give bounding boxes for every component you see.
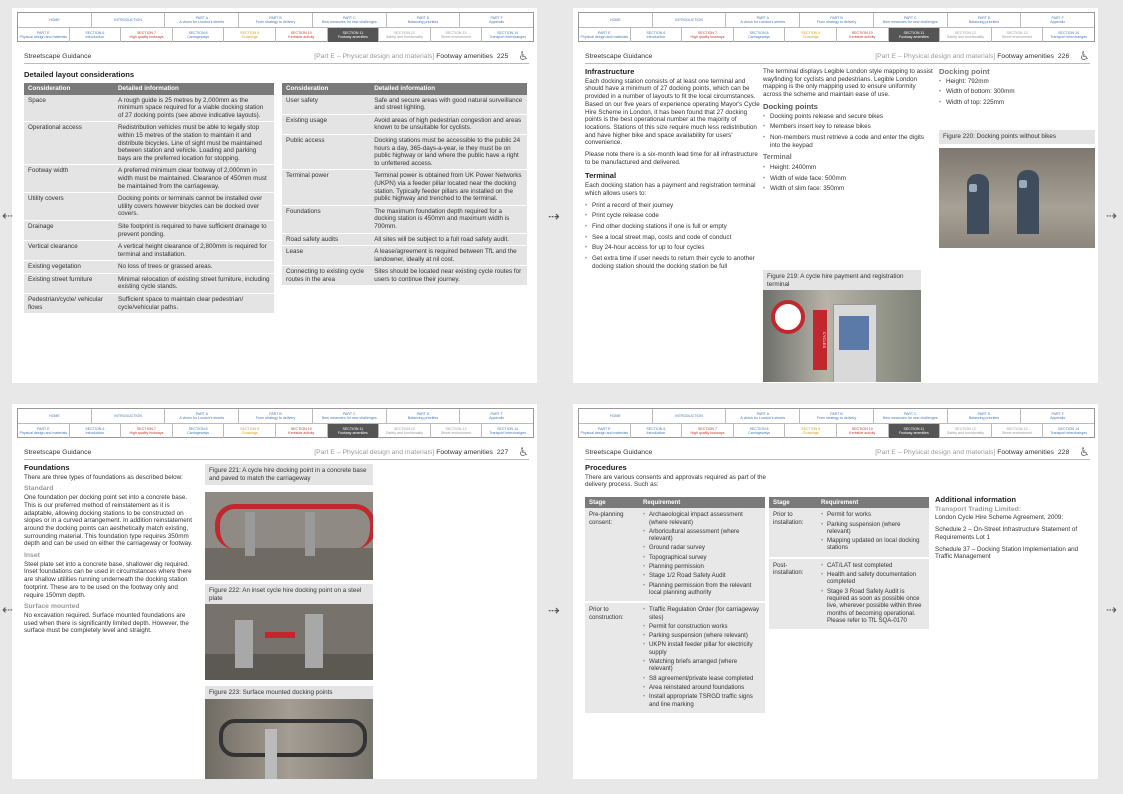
nav-tab[interactable]: PART B From strategy to delivery bbox=[239, 13, 313, 27]
table-row bbox=[24, 220, 274, 240]
nav-tab[interactable]: SECTION 6 Introduction bbox=[70, 424, 122, 438]
nav-tab[interactable]: PART D Balancing priorities bbox=[948, 13, 1022, 27]
nav-tab[interactable]: INTRODUCTION bbox=[92, 13, 166, 27]
figure-220-caption: Figure 220: Docking points without bikes bbox=[939, 130, 1095, 144]
list-item: • S8 agreement/private lease completed bbox=[643, 675, 761, 682]
info-cell: Safe and secure areas with good natural surveillance and street lighting. bbox=[370, 95, 527, 115]
list-item: • Width of slim face: 350mm bbox=[763, 185, 933, 193]
consideration-cell: Road safety audits bbox=[282, 233, 370, 246]
additional-info-title: Additional information bbox=[935, 495, 1016, 504]
foundations-column bbox=[24, 464, 199, 639]
additional-info-line: Schedule 37 – Docking Station Implementation and Traffic Management bbox=[935, 545, 1079, 561]
table-row bbox=[24, 193, 274, 221]
list-item: • Width of wide face: 500mm bbox=[763, 175, 933, 183]
middle-column bbox=[763, 68, 933, 196]
page-header bbox=[585, 445, 1090, 460]
consideration-cell: Public access bbox=[282, 134, 370, 169]
page-number: 227 bbox=[496, 448, 509, 456]
consideration-cell: Pedestrian/cycle/ vehicular flows bbox=[24, 294, 114, 314]
table-header: Detailed information bbox=[370, 83, 527, 95]
section-nav bbox=[578, 12, 1095, 42]
requirement-cell bbox=[817, 558, 929, 630]
surface-mounted-title: Surface mounted bbox=[24, 603, 80, 611]
info-cell: The maximum foundation depth required for a docking station is 450mm and maximum width is 700mm. bbox=[370, 205, 527, 233]
list-item: • Width of bottom: 300mm bbox=[939, 88, 1089, 96]
list-item: • Archaeological impact assessment (where relevant) bbox=[643, 511, 761, 526]
consideration-cell: Terminal power bbox=[282, 170, 370, 205]
list-item: • Get extra time if user needs to return their cycle to another docking station should the docking station be full bbox=[585, 255, 760, 270]
page-225 bbox=[12, 8, 537, 383]
terminal-title: Terminal bbox=[585, 171, 617, 181]
list-item: • Topographical survey bbox=[643, 554, 761, 561]
nav-tab[interactable]: SECTION 13 Street environment bbox=[431, 424, 483, 438]
list-item: • Print cycle release code bbox=[585, 212, 760, 220]
section-nav bbox=[17, 408, 534, 438]
consideration-cell: Utility covers bbox=[24, 193, 114, 221]
procedures-table-right bbox=[769, 497, 929, 631]
nav-tab[interactable]: PART C New measures for new challenges bbox=[313, 409, 387, 423]
nav-tab[interactable]: SECTION 11 Footway amenities bbox=[328, 28, 380, 42]
nav-tab[interactable]: SECTION 10 Kerbside activity bbox=[837, 424, 889, 438]
page-228 bbox=[573, 404, 1098, 779]
procedures-title: Procedures bbox=[585, 463, 627, 472]
info-cell: Docking points or terminals cannot be installed over utility covers however bicycles can be docked over covers. bbox=[114, 193, 274, 221]
list-item: • Docking points release and secure bikes bbox=[763, 113, 933, 121]
infrastructure-title: Infrastructure bbox=[585, 67, 635, 76]
list-item: • Stage 1/2 Road Safety Audit bbox=[643, 572, 761, 579]
info-cell: Redistribution vehicles must be able to legally stop within 15 metres of the station to maintain it and distribute bicycles. Line of sight must be maintained between station and vehicle. Loading and parking bays are the preferred location for stopping. bbox=[114, 122, 274, 165]
list-item: • Find other docking stations if one is full or empty bbox=[585, 223, 760, 231]
consideration-cell: Space bbox=[24, 95, 114, 122]
table-header: Requirement bbox=[817, 497, 929, 508]
nav-tab[interactable]: SECTION 9 Crossings bbox=[785, 28, 837, 42]
table-row bbox=[24, 95, 274, 122]
infrastructure-text: Each docking station consists of at least one terminal and should have a minimum of 27 docking points, which can be provided in a number of layouts to fit the local circumstances. Based on our five years of experience operating Mayor's Cycle Hire Scheme in London, it has been found that 27 docking points is the best operational number at the majority of locations. Stations of this size require much less redistribution and have higher bike and space availability for users' convenience. bbox=[585, 77, 760, 147]
table-row bbox=[282, 205, 527, 233]
figure-222-photo bbox=[205, 604, 373, 680]
procedures-intro: There are various consents and approvals required as part of the delivery process. Such as: bbox=[585, 473, 766, 489]
nav-tab[interactable]: PART C New measures for new challenges bbox=[874, 409, 948, 423]
figure-221-photo bbox=[205, 492, 373, 580]
list-item: • Health and safety documentation completed bbox=[821, 571, 925, 586]
table-row bbox=[24, 273, 274, 293]
prev-page-arrow-icon[interactable]: ⇠ bbox=[2, 602, 13, 617]
nav-tab[interactable]: HOME bbox=[18, 409, 92, 423]
consideration-cell: Foundations bbox=[282, 205, 370, 233]
list-item: • Watching briefs arranged (where relevant) bbox=[643, 658, 761, 673]
info-cell: Sites should be located near existing cycle routes for users to continue their journey. bbox=[370, 266, 527, 286]
nav-tab[interactable]: SECTION 10 Kerbside activity bbox=[276, 28, 328, 42]
guide-title: Streetscape Guidance bbox=[585, 448, 653, 456]
pedestrian-icon[interactable]: ♿︎ bbox=[518, 49, 529, 63]
additional-info-lines bbox=[935, 514, 1093, 561]
page-number: 225 bbox=[496, 52, 509, 60]
nav-tab[interactable]: SECTION 8 Carriageways bbox=[173, 424, 225, 438]
table-row bbox=[24, 261, 274, 274]
nav-tab[interactable]: SECTION 6 Introduction bbox=[70, 28, 122, 42]
info-cell: Sufficient space to maintain clear pedestrian/ cycle/vehicular paths. bbox=[114, 294, 274, 314]
info-cell: Terminal power is obtained from UK Power Networks (UKPN) via a feeder pillar located near the docking station. Typically feeder pillars are installed on the public highway and trenched to the terminal. bbox=[370, 170, 527, 205]
nav-tab[interactable]: PART E Physical design and materials bbox=[18, 28, 70, 42]
info-cell: A preferred minimum clear footway of 2,000mm in width must be maintained. Clearance of 450mm must be maintained from the carriageway. bbox=[114, 165, 274, 193]
table-row bbox=[282, 134, 527, 169]
nav-tab[interactable]: PART D Balancing priorities bbox=[387, 409, 461, 423]
nav-tab[interactable]: SECTION 13 Street environment bbox=[431, 28, 483, 42]
figure-219-photo bbox=[763, 290, 921, 382]
terminal-list bbox=[585, 202, 760, 271]
nav-tab[interactable]: HOME bbox=[579, 409, 653, 423]
procedures-intro-block bbox=[585, 464, 785, 493]
nav-tab[interactable]: PART B From strategy to delivery bbox=[800, 409, 874, 423]
cycles-sign: CYCLES bbox=[813, 310, 827, 370]
nav-tab[interactable]: SECTION 7 High quality footways bbox=[682, 28, 734, 42]
section-label: [Part E – Physical design and materials] Footway amenities bbox=[875, 52, 1054, 60]
consideration-cell: Existing street furniture bbox=[24, 273, 114, 293]
list-item: • Install appropriate TSRGD traffic signs and line marking bbox=[643, 693, 761, 708]
list-item: • Print a record of their journey bbox=[585, 202, 760, 210]
nav-tab[interactable]: PART F Appendix bbox=[1050, 412, 1066, 420]
section-label: [Part E – Physical design and materials] Footway amenities bbox=[875, 448, 1054, 456]
consideration-cell: Connecting to existing cycle routes in the area bbox=[282, 266, 370, 286]
nav-tab[interactable]: PART E Physical design and materials bbox=[579, 424, 631, 438]
info-cell: A lease/agreement is required between TfL and the landowner, ideally at nil cost. bbox=[370, 246, 527, 266]
list-item: • See a local street map, costs and code of conduct bbox=[585, 234, 760, 242]
docking-points-list bbox=[763, 113, 933, 150]
pedestrian-icon[interactable]: ♿︎ bbox=[1079, 49, 1090, 63]
info-cell: Site footprint is required to have sufficient drainage to prevent ponding. bbox=[114, 220, 274, 240]
inset-text: Steel plate set into a concrete base, shallower dig required. Inset foundations can be used in circumstances where there are shallow utilities running underneath the docking station footprint. These are to be used on the footway only and require 150mm depth. bbox=[24, 560, 192, 599]
list-item: • CAT/LAT test completed bbox=[821, 562, 925, 569]
nav-tab[interactable]: HOME bbox=[18, 13, 92, 27]
nav-tab[interactable]: PART A A vision for London's streets bbox=[165, 13, 239, 27]
foundations-intro: There are three types of foundations as described below: bbox=[24, 473, 183, 481]
page-header bbox=[585, 49, 1090, 64]
list-item: • Members insert key to release bikes bbox=[763, 123, 933, 131]
nav-tab[interactable]: SECTION 14 Transport interchanges bbox=[489, 31, 527, 39]
list-item: • Planning permission from the relevant local planning authority bbox=[643, 582, 761, 597]
info-cell: Minimal relocation of existing street furniture, including existing cycle stands. bbox=[114, 273, 274, 293]
page-number: 228 bbox=[1057, 448, 1070, 456]
nav-tab[interactable]: SECTION 9 Crossings bbox=[224, 424, 276, 438]
consideration-cell: Vertical clearance bbox=[24, 241, 114, 261]
list-item: • Buy 24-hour access for up to four cycles bbox=[585, 244, 760, 252]
docking-point-title: Docking point bbox=[939, 67, 990, 76]
guide-title: Streetscape Guidance bbox=[24, 448, 92, 456]
stage-cell: Post-installation: bbox=[769, 558, 817, 630]
nav-tab[interactable]: SECTION 10 Kerbside activity bbox=[837, 28, 889, 42]
consideration-cell: Lease bbox=[282, 246, 370, 266]
nav-tab[interactable]: PART C New measures for new challenges bbox=[874, 13, 948, 27]
nav-tab[interactable]: SECTION 13 Street environment bbox=[992, 424, 1044, 438]
section-label: [Part E – Physical design and materials] Footway amenities bbox=[314, 448, 493, 456]
table-row bbox=[282, 233, 527, 246]
inset-title: Inset bbox=[24, 552, 40, 560]
terminal-intro: Each docking station has a payment and registration terminal which allows users to: bbox=[585, 182, 756, 197]
table-row bbox=[585, 508, 765, 602]
nav-tab[interactable]: PART C New measures for new challenges bbox=[313, 13, 387, 27]
list-item: • Stage 3 Road Safety Audit is required as soon as possible once live, wherever possible within three months of becoming operational. Please refer to TfL SQA-0170 bbox=[821, 588, 925, 624]
table-header: Detailed information bbox=[114, 83, 274, 95]
next-page-arrow-icon[interactable]: ⇢ bbox=[1106, 208, 1117, 223]
nav-tab[interactable]: INTRODUCTION bbox=[92, 409, 166, 423]
section-label: [Part E – Physical design and materials] Footway amenities bbox=[314, 52, 493, 60]
table-header: Stage bbox=[585, 497, 639, 508]
terminal-subtitle: Terminal bbox=[763, 154, 792, 162]
next-page-arrow-icon[interactable]: ⇢ bbox=[1106, 602, 1117, 617]
nav-tab[interactable]: SECTION 10 Kerbside activity bbox=[276, 424, 328, 438]
section-nav bbox=[17, 12, 534, 42]
consideration-cell: Drainage bbox=[24, 220, 114, 240]
list-item: • Planning permission bbox=[643, 563, 761, 570]
table-row bbox=[282, 114, 527, 134]
procedures-table-left bbox=[585, 497, 765, 715]
table-row bbox=[24, 241, 274, 261]
nav-tab[interactable]: PART E Physical design and materials bbox=[18, 424, 70, 438]
figure-219-caption: Figure 219: A cycle hire payment and registration terminal bbox=[763, 270, 921, 291]
nav-tab[interactable]: SECTION 9 Crossings bbox=[785, 424, 837, 438]
info-cell: No loss of trees or grassed areas. bbox=[114, 261, 274, 274]
foundations-title: Foundations bbox=[24, 463, 70, 472]
page-227 bbox=[12, 404, 537, 779]
nav-tab[interactable]: PART D Balancing priorities bbox=[948, 409, 1022, 423]
nav-tab[interactable]: PART F Appendix bbox=[489, 16, 505, 24]
nav-tab[interactable]: SECTION 13 Street environment bbox=[992, 28, 1044, 42]
list-item: • Parking suspension (where relevant) bbox=[821, 521, 925, 536]
nav-tab[interactable]: SECTION 8 Carriageways bbox=[734, 28, 786, 42]
table-row bbox=[24, 294, 274, 314]
table-row bbox=[24, 122, 274, 165]
nav-tab[interactable]: SECTION 12 Safety and functionality bbox=[379, 28, 431, 42]
table-row bbox=[282, 266, 527, 286]
list-item: • Permit for works bbox=[821, 511, 925, 518]
table-row bbox=[282, 246, 527, 266]
table-row bbox=[769, 508, 929, 557]
table-header: Requirement bbox=[639, 497, 765, 508]
nav-tab[interactable]: SECTION 7 High quality footways bbox=[682, 424, 734, 438]
nav-tab[interactable]: PART B From strategy to delivery bbox=[800, 13, 874, 27]
section-nav bbox=[578, 408, 1095, 438]
terminal-dimensions-list bbox=[763, 164, 933, 193]
guide-title: Streetscape Guidance bbox=[585, 52, 653, 60]
pedestrian-icon[interactable]: ♿︎ bbox=[518, 445, 529, 459]
page-turn-arrow-icon[interactable]: ⇢ bbox=[548, 602, 560, 618]
info-cell: Docking stations must be accessible to the public 24 hours a day, 365-days-a-year, ie they must be on public highway or land where the public have a right to unfettered access. bbox=[370, 134, 527, 169]
table-header: Consideration bbox=[282, 83, 370, 95]
figure-221-caption: Figure 221: A cycle hire docking point in a concrete base and paved to match the carriageway bbox=[205, 464, 373, 485]
nav-tab[interactable]: SECTION 11 Footway amenities bbox=[328, 424, 380, 438]
lead-time-text: Please note there is a six-month lead time for all infrastructure to be manufactured and delivered. bbox=[585, 151, 758, 166]
nav-tab[interactable]: SECTION 12 Safety and functionality bbox=[940, 28, 992, 42]
consideration-cell: Existing usage bbox=[282, 114, 370, 134]
requirement-cell bbox=[639, 602, 765, 714]
prev-page-arrow-icon[interactable]: ⇠ bbox=[2, 208, 13, 223]
nav-tab[interactable]: SECTION 14 Transport interchanges bbox=[1050, 427, 1088, 435]
layout-table-right bbox=[282, 83, 527, 286]
additional-info-line: Schedule 2 – On-Street Infrastructure Statement of Requirements Lot 1 bbox=[935, 526, 1078, 541]
list-item: • Height: 792mm bbox=[939, 78, 1089, 86]
additional-info-block bbox=[935, 496, 1093, 565]
info-cell: Avoid areas of high pedestrian congestion and areas known to be unsuitable for cyclists. bbox=[370, 114, 527, 134]
consideration-cell: Footway width bbox=[24, 165, 114, 193]
nav-tab[interactable]: PART B From strategy to delivery bbox=[239, 409, 313, 423]
list-item: • Parking suspension (where relevant) bbox=[643, 632, 761, 639]
info-cell: A vertical height clearance of 2,800mm is required for terminal and installation. bbox=[114, 241, 274, 261]
standard-title: Standard bbox=[24, 485, 54, 493]
pedestrian-icon[interactable]: ♿︎ bbox=[1079, 445, 1090, 459]
table-row bbox=[24, 165, 274, 193]
table-row bbox=[585, 602, 765, 714]
nav-tab[interactable]: SECTION 14 Transport interchanges bbox=[1050, 31, 1088, 39]
nav-tab[interactable]: SECTION 8 Carriageways bbox=[734, 424, 786, 438]
list-item: • Ground radar survey bbox=[643, 544, 761, 551]
list-item: • Mapping updated on local docking stations bbox=[821, 537, 925, 552]
nav-tab[interactable]: SECTION 14 Transport interchanges bbox=[489, 427, 527, 435]
figure-220-photo bbox=[939, 148, 1095, 248]
figure-223-photo bbox=[205, 699, 373, 779]
nav-tab[interactable]: SECTION 11 Footway amenities bbox=[889, 424, 941, 438]
docking-point-column bbox=[939, 68, 1089, 110]
list-item: • Non-members must retrieve a code and enter the digits into the keypad bbox=[763, 134, 933, 149]
table-header: Stage bbox=[769, 497, 817, 508]
nav-tab[interactable]: PART A A vision for London's streets bbox=[726, 409, 800, 423]
list-item: • UKPN install feeder pillar for electricity supply bbox=[643, 641, 761, 656]
nav-tab[interactable]: SECTION 6 Introduction bbox=[631, 28, 683, 42]
layout-table-left bbox=[24, 83, 274, 314]
list-item: • Traffic Regulation Order (for carriageway sites) bbox=[643, 606, 761, 621]
nav-tab[interactable]: INTRODUCTION bbox=[653, 13, 727, 27]
docking-point-dimensions-list bbox=[939, 78, 1089, 107]
list-item: • Area reinstated around foundations bbox=[643, 684, 761, 691]
nav-tab[interactable]: SECTION 7 High quality footways bbox=[121, 28, 173, 42]
layout-title: Detailed layout considerations bbox=[24, 70, 135, 79]
nav-tab[interactable]: SECTION 12 Safety and functionality bbox=[940, 424, 992, 438]
list-item: • Permit for construction works bbox=[643, 623, 761, 630]
table-row bbox=[769, 558, 929, 630]
surface-mounted-text: No excavation required. Surface mounted foundations are used when there is significantly limited depth. However, the surface must be completely level and straight. bbox=[24, 611, 189, 635]
table-header: Consideration bbox=[24, 83, 114, 95]
nav-tab[interactable]: PART A A vision for London's streets bbox=[726, 13, 800, 27]
page-header bbox=[24, 49, 529, 64]
nav-tab[interactable]: SECTION 7 High quality footways bbox=[121, 424, 173, 438]
stage-cell: Pre-planning consent: bbox=[585, 508, 639, 602]
additional-info-line: London Cycle Hire Scheme Agreement, 2009: bbox=[935, 514, 1064, 522]
consideration-cell: User safety bbox=[282, 95, 370, 115]
nav-tab[interactable]: PART E Physical design and materials bbox=[579, 28, 631, 42]
page-turn-arrow-icon[interactable]: ⇢ bbox=[548, 208, 560, 224]
requirement-cell bbox=[817, 508, 929, 557]
nav-tab[interactable]: SECTION 6 Introduction bbox=[631, 424, 683, 438]
docking-points-title: Docking points bbox=[763, 101, 818, 111]
stage-cell: Prior to construction: bbox=[585, 602, 639, 714]
nav-tab[interactable]: SECTION 9 Crossings bbox=[224, 28, 276, 42]
nav-tab[interactable]: INTRODUCTION bbox=[653, 409, 727, 423]
list-item: • Height: 2400mm bbox=[763, 164, 933, 172]
consideration-cell: Operational access bbox=[24, 122, 114, 165]
page-number: 226 bbox=[1057, 52, 1070, 60]
figure-222-caption: Figure 222: An inset cycle hire docking point on a steel plate bbox=[205, 584, 373, 605]
list-item: • Width of top: 225mm bbox=[939, 99, 1089, 107]
table-row bbox=[282, 170, 527, 205]
figure-223-caption: Figure 223: Surface mounted docking points bbox=[205, 686, 373, 700]
consideration-cell: Existing vegetation bbox=[24, 261, 114, 274]
list-item: • Arboricultural assessment (where relevant) bbox=[643, 528, 761, 543]
requirement-cell bbox=[639, 508, 765, 602]
nav-tab[interactable]: PART A A vision for London's streets bbox=[165, 409, 239, 423]
nav-tab[interactable]: HOME bbox=[579, 13, 653, 27]
nav-tab[interactable]: SECTION 12 Safety and functionality bbox=[379, 424, 431, 438]
nav-tab[interactable]: PART D Balancing priorities bbox=[387, 13, 461, 27]
nav-tab[interactable]: PART F Appendix bbox=[1050, 16, 1066, 24]
standard-text: One foundation per docking point set into a concrete base. This is our preferred method of reinstatement as it is adaptable, allowing docking stations to be constructed on slopes or in a curved arrangement. In addition reinstatement around the docking points can aesthetically match existing, surrounding material. This foundation type requires 350mm depth and can be used on either the carriageway or footway. bbox=[24, 494, 193, 548]
nav-tab[interactable]: SECTION 11 Footway amenities bbox=[889, 28, 941, 42]
table-row bbox=[282, 95, 527, 115]
nav-tab[interactable]: SECTION 8 Carriageways bbox=[173, 28, 225, 42]
infrastructure-column bbox=[585, 68, 760, 273]
page-226 bbox=[573, 8, 1098, 383]
info-cell: A rough guide is 25 metres by 2,000mm as the minimum space required for a viable docking station of 27 docking points (see above indicative layouts). bbox=[114, 95, 274, 122]
guide-title: Streetscape Guidance bbox=[24, 52, 92, 60]
nav-tab[interactable]: PART F Appendix bbox=[489, 412, 505, 420]
page-header bbox=[24, 445, 529, 460]
mapping-text: The terminal displays Legible London style mapping to assist wayfinding for cyclists and pedestrians. Legible London mapping is the only mapping used to ensure uniformity across the scheme and maintain ease of use. bbox=[763, 68, 933, 99]
stage-cell: Prior to installation: bbox=[769, 508, 817, 557]
additional-info-subtitle: Transport Trading Limited: bbox=[935, 505, 1022, 513]
info-cell: All sites will be subject to a full road safety audit. bbox=[370, 233, 527, 246]
